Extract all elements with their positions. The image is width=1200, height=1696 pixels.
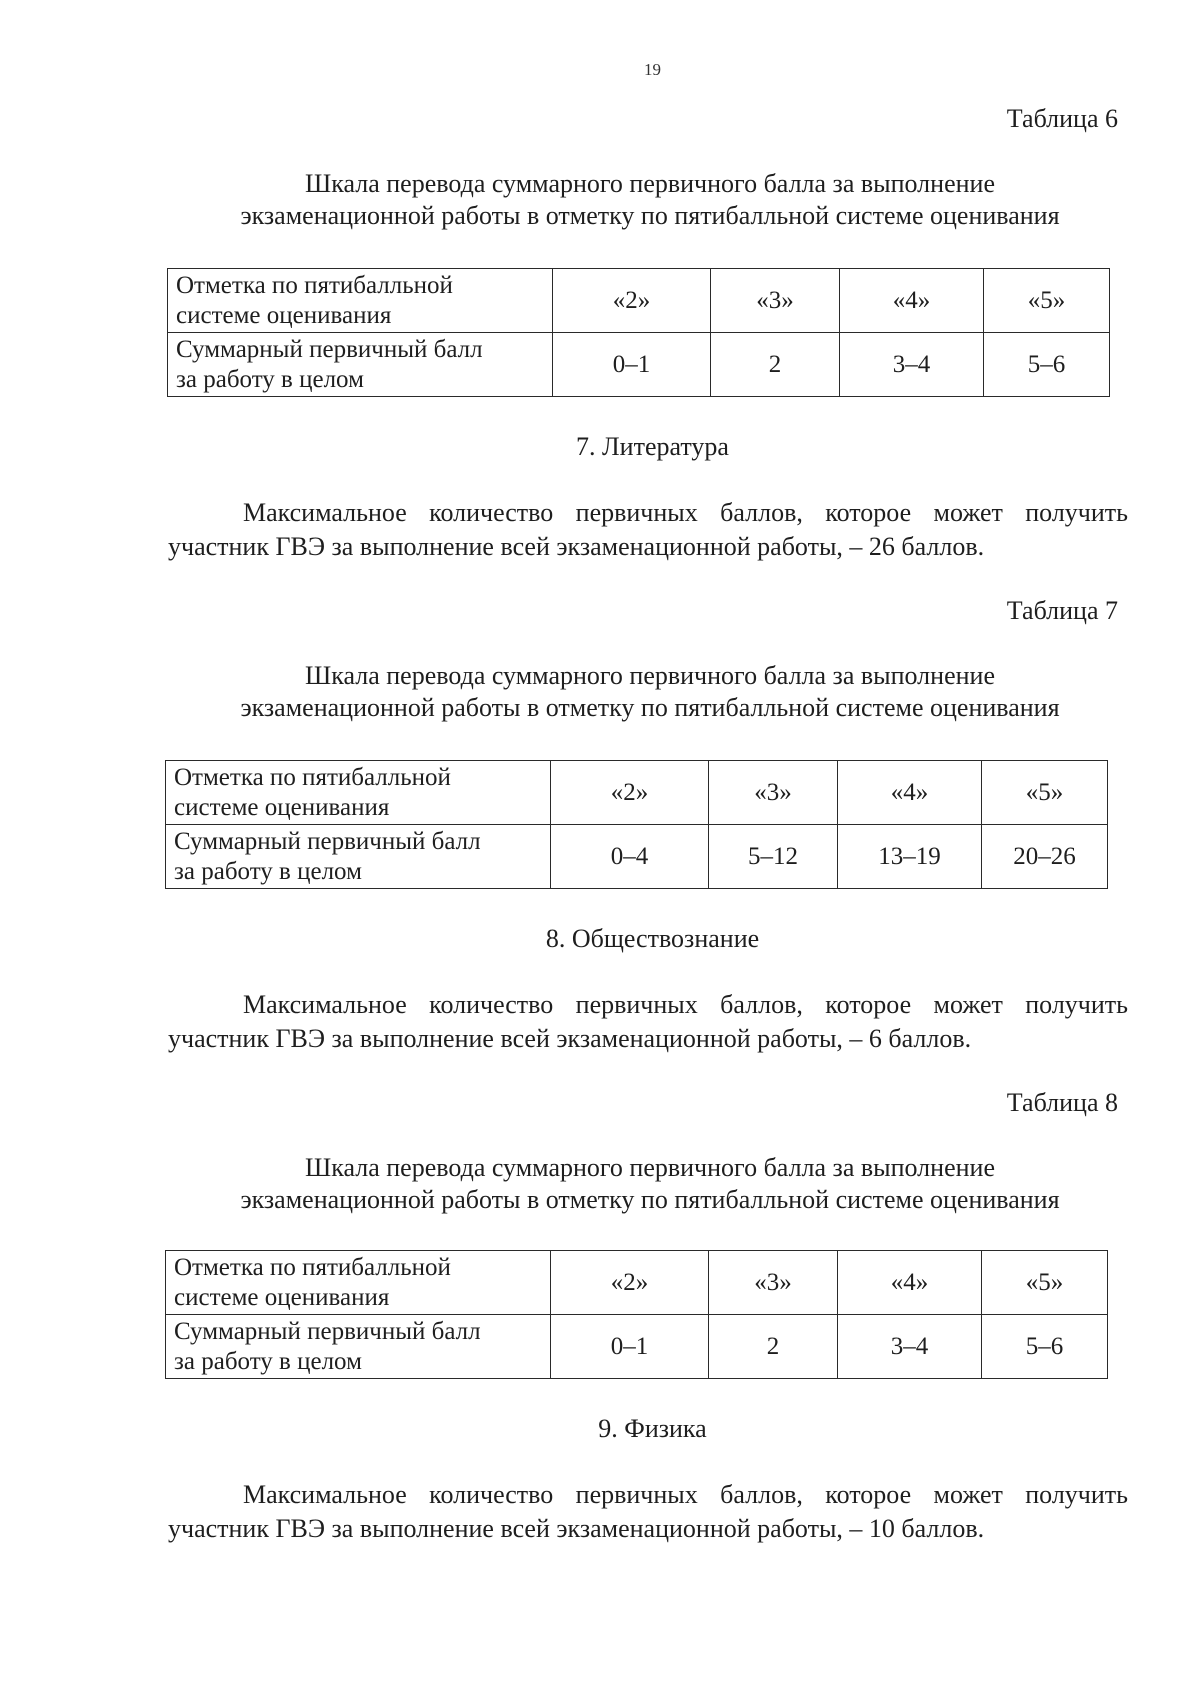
section-heading: 8. Обществознание (545, 924, 760, 953)
table-row (166, 761, 1108, 825)
grade-cell: «3» (709, 1251, 838, 1315)
table-caption: Таблица 6 (1006, 104, 1118, 133)
table-title-line: Шкала перевода суммарного первичного балла за выполнение (305, 1153, 995, 1182)
score-cell: 0–1 (553, 333, 711, 397)
table-row (168, 333, 1110, 397)
score-cell: 20–26 (982, 825, 1108, 889)
row-label-grade: Отметка по пятибалльной системе оценивания (168, 269, 553, 333)
table-title (150, 168, 1150, 232)
grade-scale-table (165, 760, 1108, 889)
grade-cell: «2» (551, 761, 709, 825)
table-title-line: экзаменационной работы в отметку по пятибалльной системе оценивания (240, 693, 1060, 722)
score-cell: 2 (711, 333, 840, 397)
row-label-score: Суммарный первичный балл за работу в целом (168, 333, 553, 397)
table-row (166, 825, 1108, 889)
table-row (166, 1251, 1108, 1315)
section-heading: 7. Литература (576, 432, 729, 461)
row-label-score: Суммарный первичный балл за работу в целом (166, 825, 551, 889)
row-label-grade: Отметка по пятибалльной системе оценивания (166, 761, 551, 825)
grade-cell: «4» (838, 761, 982, 825)
section-heading: 9. Физика (598, 1414, 707, 1443)
grade-cell: «3» (711, 269, 840, 333)
grade-cell: «5» (984, 269, 1110, 333)
score-cell: 3–4 (840, 333, 984, 397)
grade-cell: «5» (982, 761, 1108, 825)
score-cell: 2 (709, 1315, 838, 1379)
grade-scale-table (167, 268, 1110, 397)
table-row (168, 269, 1110, 333)
grade-cell: «4» (840, 269, 984, 333)
table-row (166, 1315, 1108, 1379)
row-label-score: Суммарный первичный балл за работу в целом (166, 1315, 551, 1379)
score-cell: 5–6 (982, 1315, 1108, 1379)
score-cell: 0–1 (551, 1315, 709, 1379)
table-title-line: экзаменационной работы в отметку по пятибалльной системе оценивания (240, 1185, 1060, 1214)
score-cell: 13–19 (838, 825, 982, 889)
page-number: 19 (644, 60, 661, 79)
table-title (150, 1152, 1150, 1216)
section-paragraph: Максимальное количество первичных баллов, которое может получить участник ГВЭ за выполнение всей экзаменационной работы, – 26 баллов. (168, 498, 1128, 561)
section-paragraph: Максимальное количество первичных баллов, которое может получить участник ГВЭ за выполнение всей экзаменационной работы, – 10 баллов. (168, 1480, 1128, 1543)
section-paragraph: Максимальное количество первичных баллов, которое может получить участник ГВЭ за выполнение всей экзаменационной работы, – 6 баллов. (168, 990, 1128, 1053)
grade-cell: «5» (982, 1251, 1108, 1315)
row-label-grade: Отметка по пятибалльной системе оценивания (166, 1251, 551, 1315)
table-caption: Таблица 7 (1006, 596, 1118, 625)
score-cell: 5–12 (709, 825, 838, 889)
table-title-line: Шкала перевода суммарного первичного балла за выполнение (305, 169, 995, 198)
table-title-line: Шкала перевода суммарного первичного балла за выполнение (305, 661, 995, 690)
table-title-line: экзаменационной работы в отметку по пятибалльной системе оценивания (240, 201, 1060, 230)
score-cell: 3–4 (838, 1315, 982, 1379)
table-caption: Таблица 8 (1006, 1088, 1118, 1117)
grade-cell: «3» (709, 761, 838, 825)
grade-cell: «2» (551, 1251, 709, 1315)
score-cell: 5–6 (984, 333, 1110, 397)
grade-cell: «2» (553, 269, 711, 333)
grade-scale-table (165, 1250, 1108, 1379)
table-title (150, 660, 1150, 724)
score-cell: 0–4 (551, 825, 709, 889)
grade-cell: «4» (838, 1251, 982, 1315)
